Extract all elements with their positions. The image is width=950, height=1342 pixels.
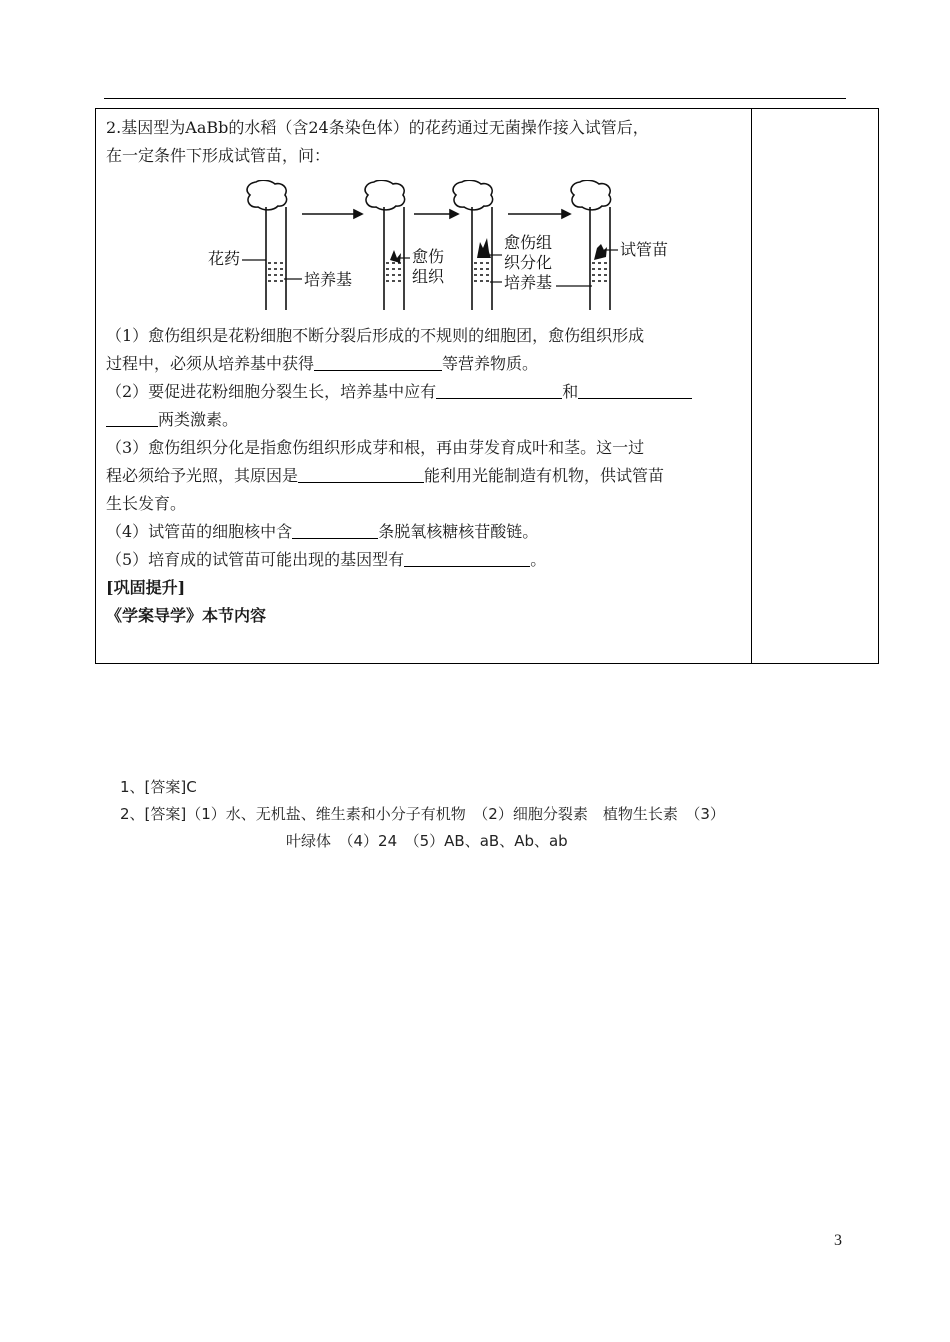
sub-question-3-line-1: （3）愈伤组织分化是指愈伤组织形成芽和根，再由芽发育成叶和茎。这一过: [106, 438, 645, 457]
label-differentiation-line-1: 愈伤组: [504, 233, 553, 252]
sub-question-5-suffix: 。: [530, 550, 547, 569]
answer-blank-nutrients[interactable]: [314, 352, 442, 371]
answer-key-line-3: 叶绿体 （4）24 （5）AB、aB、Ab、ab: [286, 832, 568, 850]
label-medium-1: 培养基: [304, 270, 353, 289]
header-rule: [104, 98, 846, 99]
consolidation-reference: 《学案导学》本节内容: [106, 606, 267, 625]
answer-blank-hormone-2b[interactable]: [106, 408, 158, 427]
callus-growth: [390, 250, 401, 263]
sub-question-5: [106, 546, 746, 574]
sub-question-4-suffix: 条脱氧核糖核苷酸链。: [378, 522, 539, 541]
answer-key-line-1: 1、[答案]C: [120, 778, 197, 796]
test-tube-1: [266, 207, 286, 310]
sub-question-3-line-2: [106, 462, 746, 490]
tissue-culture-diagram: [106, 180, 746, 310]
answer-blank-hormone-2a[interactable]: [578, 380, 692, 399]
plantlet-growth: [594, 244, 607, 260]
question-2-section: [106, 114, 746, 630]
sub-question-2-prompt: （2）要促进花粉细胞分裂生长，培养基中应有: [106, 382, 437, 401]
answer-key: [120, 774, 840, 855]
sub-question-1-line-1: （1）愈伤组织是花粉细胞不断分裂后形成的不规则的细胞团，愈伤组织形成: [106, 326, 645, 345]
sub-question-1-line-2: [106, 350, 746, 378]
sub-question-3-line-3: 生长发育。: [106, 494, 187, 513]
label-anther: 花药: [208, 249, 241, 268]
sub-question-2-and: 和: [562, 382, 579, 401]
cotton-plug-4: [571, 180, 610, 210]
answer-key-line-2: 2、[答案]（1）水、无机盐、维生素和小分子有机物 （2）细胞分裂素 植物生长素 （3）: [120, 805, 725, 823]
label-callus-line-2: 组织: [412, 267, 445, 286]
sub-question-3-prompt: 程必须给予光照，其原因是: [106, 466, 299, 485]
sub-question-2-suffix: 两类激素。: [158, 410, 239, 429]
answer-blank-hormone-1[interactable]: [436, 380, 562, 399]
sub-question-4: [106, 518, 746, 546]
sub-question-2-line-2: [106, 406, 746, 434]
label-callus-line-1: 愈伤: [412, 247, 445, 266]
table-column-divider: [751, 109, 752, 663]
question-2-intro-line-1: 2.基因型为AaBb的水稻（含24条染色体）的花药通过无菌操作接入试管后，: [106, 118, 649, 137]
label-medium-2: 培养基: [504, 273, 553, 292]
sub-question-5-prompt: （5）培育成的试管苗可能出现的基因型有: [106, 550, 405, 569]
answer-blank-genotypes[interactable]: [404, 548, 530, 567]
cotton-plug-3: [453, 180, 492, 210]
page-number: 3: [834, 1232, 842, 1249]
cotton-plug-1: [247, 180, 286, 210]
consolidation-heading: [巩固提升]: [106, 578, 186, 597]
cotton-plug-2: [365, 180, 404, 210]
sub-question-3-continuation: 能利用光能制造有机物，供试管苗: [424, 466, 665, 485]
sub-question-4-prompt: （4）试管苗的细胞核中含: [106, 522, 293, 541]
answer-blank-dna-strands[interactable]: [292, 520, 378, 539]
sub-question-1-suffix: 等营养物质。: [442, 354, 539, 373]
answer-blank-light-reason[interactable]: [298, 464, 424, 483]
label-differentiation-line-2: 织分化: [504, 253, 553, 272]
test-tube-3: [472, 207, 492, 310]
sub-question-2-line-1: [106, 378, 746, 406]
label-plantlet: 试管苗: [620, 240, 669, 259]
question-2-intro-line-2: 在一定条件下形成试管苗，问：: [106, 146, 331, 165]
sub-question-1-prompt: 过程中，必须从培养基中获得: [106, 354, 315, 373]
